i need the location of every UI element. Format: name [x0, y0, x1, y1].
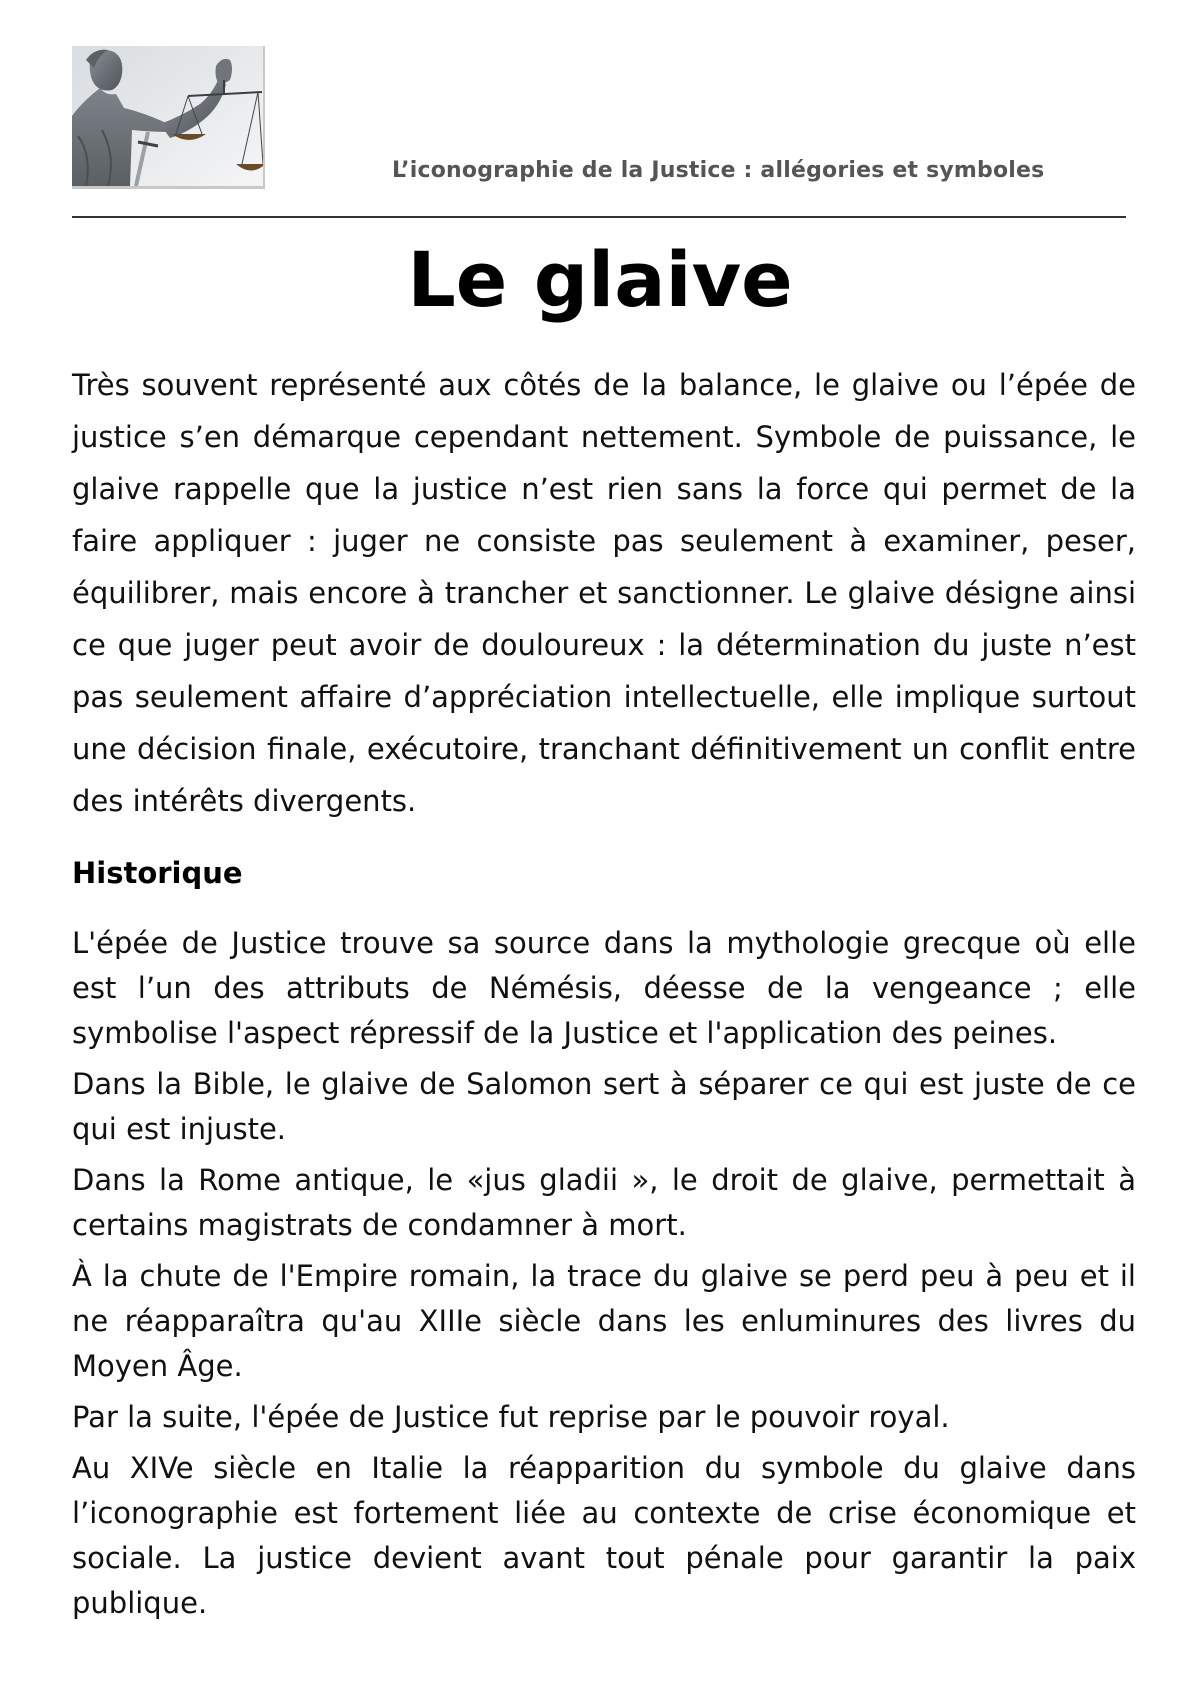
page-title: Le glaive: [407, 235, 793, 324]
history-paragraph: Au XIVe siècle en Italie la réapparition du symbole du glaive dans l’iconographie est fortement liée au contexte de crise économique et sociale. La justice devient avant tout pénale pour garantir la paix publique.: [72, 1451, 1136, 1620]
running-header-title: L’iconographie de la Justice : allégories et symboles: [392, 158, 1045, 183]
history-paragraph: Par la suite, l'épée de Justice fut reprise par le pouvoir royal.: [72, 1400, 950, 1434]
justice-statue-with-scales-icon: [72, 46, 265, 189]
intro-paragraph: Très souvent représenté aux côtés de la balance, le glaive ou l’épée de justice s’en démarque cependant nettement. Symbole de puissance, le glaive rappelle que la justice n’est rien sans la force qui permet de la faire appliquer : juger ne consiste pas seulement à examiner, peser, équilibrer, mais encore à trancher et sanctionner. Le glaive désigne ainsi ce que juger peut avoir de douloureux : la détermination du juste n’est pas seulement affaire d’appréciation intellectuelle, elle implique surtout une décision finale, exécutoire, tranchant définitivement un conflit entre des intérêts divergents.: [72, 368, 1136, 818]
history-paragraph: À la chute de l'Empire romain, la trace du glaive se perd peu à peu et il ne réapparaîtra qu'au XIIIe siècle dans les enluminures des livres du Moyen Âge.: [72, 1259, 1136, 1383]
history-paragraph: Dans la Bible, le glaive de Salomon sert à séparer ce qui est juste de ce qui est injuste.: [72, 1067, 1136, 1146]
history-paragraph: L'épée de Justice trouve sa source dans la mythologie grecque où elle est l’un des attributs de Némésis, déesse de la vengeance ; elle symbolise l'aspect répressif de la Justice et l'application des peines.: [72, 926, 1136, 1050]
history-paragraph: Dans la Rome antique, le «jus gladii », le droit de glaive, permettait à certains magistrats de condamner à mort.: [72, 1163, 1136, 1242]
history-section: [72, 921, 1136, 1632]
section-heading-historique: Historique: [72, 856, 243, 890]
header-divider: [72, 216, 1126, 218]
